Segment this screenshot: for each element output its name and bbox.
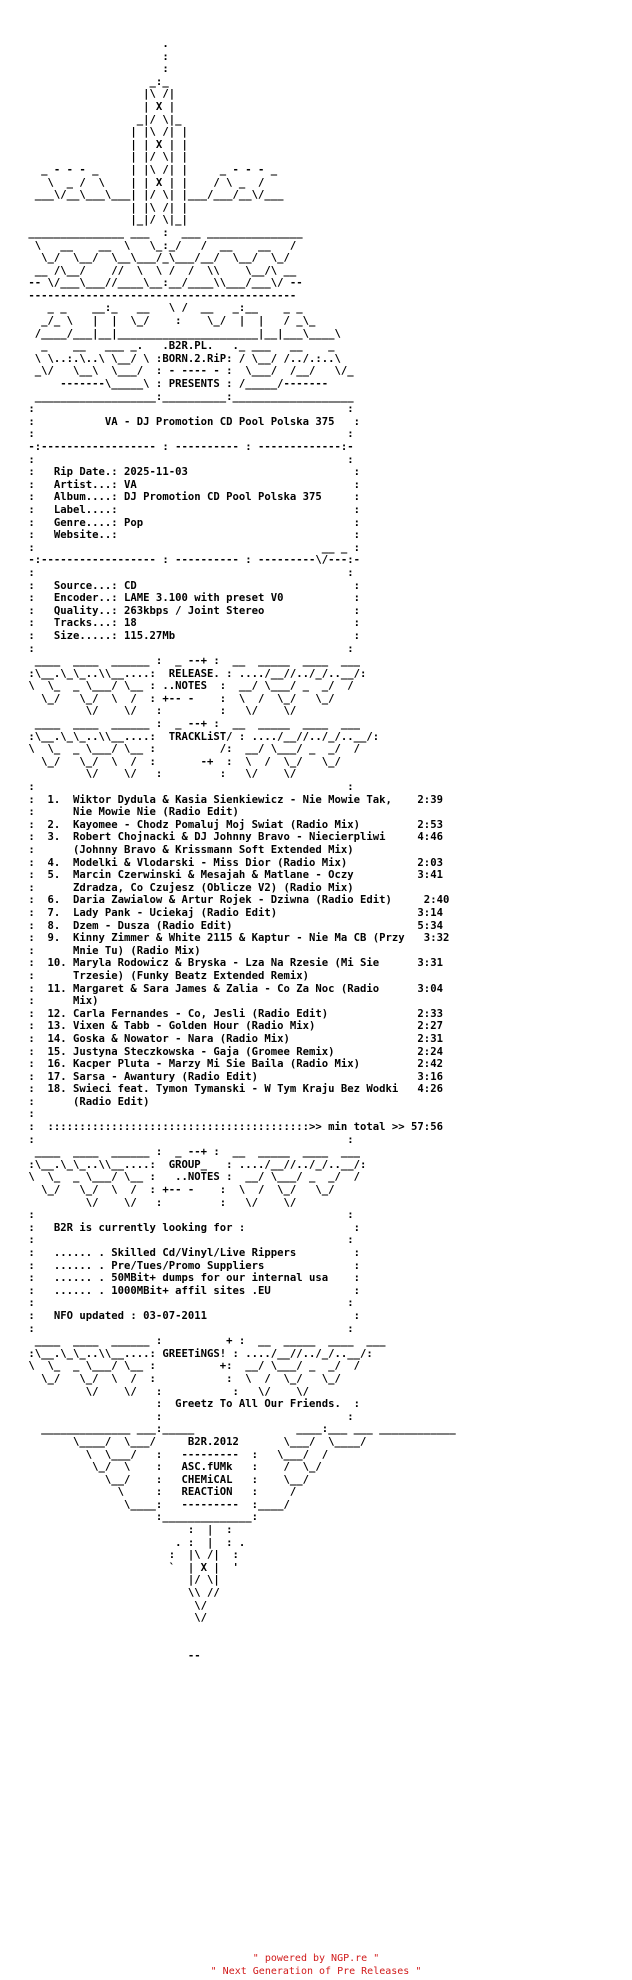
footer	[0, 1952, 632, 1978]
nfo-ascii-art: . : : _:_ |\ /| | X | _|/ \|_ | |\ /| | | | X | | | |/ \| | _ - - - _ | |\ /| | _ - - - _ \ _ / \ | | X | | / \ _ / ___\/__\___\___| |/ \| |___/___/__\/___ | |\ /| | |_|/ \|_| _______________ ___ : ___ _______________ \ __ __ \ \_:_/ / __ __ / \_/ \__/ \__\___/_\___/__/ \__/ \_/ __ /\__/ // \ \ / / \\ \__/\ __ -- \/___\___//____\__:__/____\\___/___\/ -- ------------------------------------------ _ _ __:_ __ \ / __ _:__ _ _ _/_ \ | | \_/ : \_/ | | / _\_ /____/___|__|______________________|__|___\____\ _ __ ___ _. .B2R.PL. ._ ___ __ _ \ \..:.\..\ \__/ \ :BORN.2.RiP: / \__/ /../.:..\ _\/ \__\ \___/ : - ---- - : \___/ /__/ \/_ -------\_____\ : PRESENTS : /_____/------- ___________________:__________:___________________ : : : VA - DJ Promotion CD Pool Polska 375 : : : -:------------------ : ---------- : -------------:- : : : Rip Date.: 2025-11-03 : : Artist...: VA : : Album....: DJ Promotion CD Pool Polska 375 : : Label....: : : Genre....: Pop : : Website..: : : __ _ : -:------------------ : ---------- : ---------\/---:- : : : Source...: CD : : Encoder..: LAME 3.100 with preset V0 : : Quality..: 263kbps / Joint Stereo : : Tracks...: 18 : : Size.....: 115.27Mb : : : ____ ____ ______ : _ --+ : __ _____ ____ ___ :\__.\_\_..\\__....: RELEASE. : ..../__//../_/..__/: \ \_ _ \___/ \__ : ..NOTES : __/ \___/ _ _/ / \_/ \_/ \ / : +-- - : \ / \_/ \_/ \/ \/ : : \/ \/ ____ ____ ______ : _ --+ : __ _____ ____ ___ :\__.\_\_..\\__....: TRACKLiST/ : ..../__//../_/..__/: \ \_ _ \___/ \__ : /: __/ \___/ _ _/ / \_/ \_/ \ / : -+ : \ / \_/ \_/ \/ \/ : : \/ \/ : : : 1. Wiktor Dydula & Kasia Sienkiewicz - Nie Mowie Tak, 2:39 : Nie Mowie Nie (Radio Edit) : 2. Kayomee - Chodz Pomaluj Moj Swiat (Radio Mix) 2:53 : 3. Robert Chojnacki & DJ Johnny Bravo - Niecierpliwi 4:46 : (Johnny Bravo & Krissmann Soft Extended Mix) : 4. Modelki & Vlodarski - Miss Dior (Radio Mix) 2:03 : 5. Marcin Czerwinski & Mesajah & Matlane - Oczy 3:41 : Zdradza, Co Czujesz (Oblicze V2) (Radio Mix) : 6. Daria Zawialow & Artur Rojek - Dziwna (Radio Edit) 2:40 : 7. Lady Pank - Uciekaj (Radio Edit) 3:14 : 8. Dzem - Dusza (Radio Edit) 5:34 : 9. Kinny Zimmer & White 2115 & Kaptur - Nie Ma CB (Przy 3:32 : Mnie Tu) (Radio Mix) : 10. Maryla Rodowicz & Bryska - Lza Na Rzesie (Mi Sie 3:31 : Trzesie) (Funky Beatz Extended Remix) : 11. Margaret & Sara James & Zalia - Co Za Noc (Radio 3:04 : Mix) : 12. Carla Fernandes - Co, Jesli (Radio Edit) 2:33 : 13. Vixen & Tabb - Golden Hour (Radio Mix) 2:27 : 14. Goska & Nowator - Nara (Radio Mix) 2:31 : 15. Justyna Steczkowska - Gaja (Gromee Remix) 2:24 : 16. Kacper Pluta - Marzy Mi Sie Baila (Radio Mix) 2:42 : 17. Sarsa - Awantury (Radio Edit) 3:16 : 18. Swieci feat. Tymon Tymanski - W Tym Kraju Bez Wodki 4:26 : (Radio Edit) : : :::::::::::::::::::::::::::::::::::::::::>> min total >> 57:56 : : ____ ____ ______ : _ --+ : __ _____ ____ ___ :\__.\_\_..\\__....: GROUP_ : ..../__//../_/..__/: \ \_ _ \___/ \__ : ..NOTES : __/ \___/ _ _/ / \_/ \_/ \ / : +-- - : \ / \_/ \_/ \/ \/ : : \/ \/ : : : B2R is currently looking for : : : : : ...... . Skilled Cd/Vinyl/Live Rippers : : ...... . Pre/Tues/Promo Suppliers : : ...... . 50MBit+ dumps for our internal usa : : ...... . 1000MBit+ affil sites .EU : : : : NFO updated : 03-07-2011 : : : ____ ____ ______ : + : __ _____ ____ ___ :\__.\_\_..\\__....: GREETiNGS! : ..../__//../_/..__/: \ \_ _ \___/ \__ : +: __/ \___/ _ _/ / \_/ \_/ \ / : : \ / \_/ \_/ \/ \/ : : \/ \/ : Greetz To All Our Friends. : : : ______________ ___:_____ ____:___ ___ ____________ \____/ \___/ B2R.2012 \___/ \____/ \ \___/ : --------- : \___/ / \_/ \ : ASC.fUMk : / \_/ \__/ : CHEMiCAL : \__/ \ : REACTiON : / \____: --------- :____/ :______________: : | : . : | : . : |\ /| : ` | X | ' |/ \| \\ // \/ \/ --	[28, 38, 456, 1662]
footer-tagline: " Next Generation of Pre Releases "	[210, 1966, 422, 1977]
footer-powered-by-link[interactable]: " powered by NGP.re "	[252, 1953, 380, 1964]
footer-powered-by[interactable]	[0, 1952, 632, 1965]
